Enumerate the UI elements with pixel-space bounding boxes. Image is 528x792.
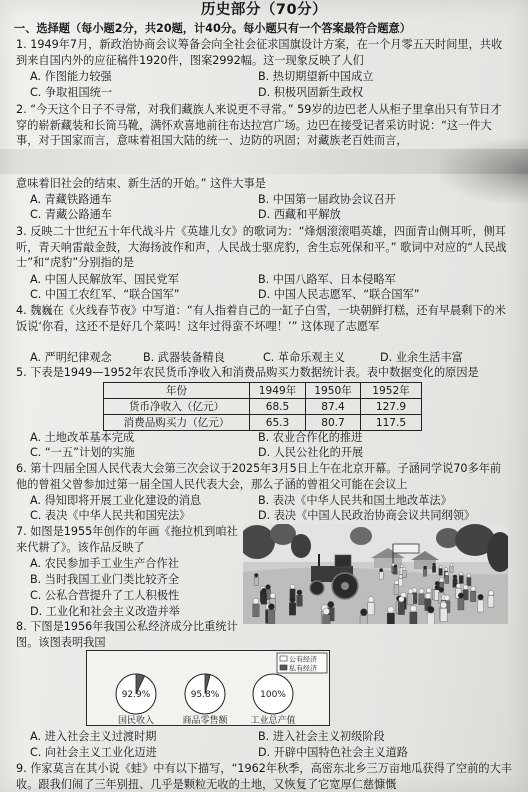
question-5-stem: 5. 下表是1949—1952年农民货币净收入和消费品购买力数据统计表。表中数据变化的原因是	[16, 366, 479, 379]
crowd-figure	[488, 591, 494, 608]
crowd-figure-head	[399, 575, 403, 579]
crowd-figure-head	[439, 587, 444, 592]
income-table	[103, 382, 422, 431]
question-3-option-a: A. 中国人民解放军、国民党军	[30, 273, 179, 286]
crowd-figure-head	[444, 595, 450, 601]
crowd-figure-head	[400, 565, 403, 568]
crowd-figure-head	[441, 602, 447, 608]
crowd-figure-body	[289, 603, 296, 615]
crowd-figure-body	[478, 600, 484, 612]
tractor-painting-image	[243, 524, 508, 624]
crowd-figure-body	[439, 569, 443, 576]
crowd-figure-head	[360, 609, 367, 616]
crowd-figure-head	[403, 567, 406, 570]
crowd-figure-body	[459, 576, 463, 584]
crowd-figure-body	[403, 570, 407, 577]
crowd-figure-head	[450, 563, 453, 566]
crowd-figure-head	[328, 601, 334, 607]
question-6-stem: 6. 第十四届全国人民代表大会第三次会议于2025年3月5日上午在北京开幕。子涵同学说70多年前他的曾祖父曾参加过第一届全国人民代表大会，那么子涵的曾祖父可能在会议上	[16, 462, 502, 491]
crowd-figure-head	[408, 589, 413, 594]
crowd-figure-head	[380, 568, 383, 571]
crowd-figure-head	[426, 588, 431, 593]
pie-category-label: 国民收入	[117, 716, 155, 725]
crowd-figure-body	[399, 578, 403, 586]
question-6-option-a: A. 得知即将开展工业化建设的消息	[30, 494, 202, 507]
crowd-figure	[470, 586, 476, 601]
table-cell: 消费品购买力（亿元）	[104, 415, 250, 431]
question-5-option-c: C. “一五”计划的实施	[30, 446, 135, 459]
painting-tree	[350, 527, 372, 545]
ownership-pie-figure	[86, 650, 330, 726]
table-header-row	[104, 383, 422, 399]
crowd-figure-head	[368, 597, 374, 603]
crowd-figure	[403, 567, 407, 577]
question-2-option-b: B. 中国第一届政协会议召开	[258, 193, 396, 206]
question-8-option-a: A. 进入社会主义过渡时期	[30, 730, 157, 743]
question-7-option-a: A. 农民参加手工业生产合作社	[30, 557, 179, 570]
crowd-figure-head	[425, 593, 430, 598]
crowd-figure-head	[488, 591, 493, 596]
crowd-figure-head	[456, 584, 461, 589]
question-4-option-d: D. 业余生活丰富	[380, 351, 463, 364]
crowd-figure	[445, 572, 449, 584]
crowd-figure	[268, 604, 275, 624]
legend-swatch-private	[280, 665, 287, 670]
legend-label-private: 私有经济	[289, 664, 317, 673]
crowd-figure-body	[387, 613, 394, 624]
crowd-figure-head	[253, 598, 259, 604]
crowd-figure-body	[379, 572, 383, 579]
crowd-figure	[440, 602, 447, 622]
crowd-figure-head	[394, 580, 398, 584]
crowd-figure	[427, 606, 434, 624]
crowd-figure-body	[394, 568, 397, 575]
painting-tractor-cabin	[335, 555, 351, 567]
crowd-figure-head	[460, 572, 464, 576]
question-8-stem: 8. 下图是1956年我国公私经济成分比重统计图。该图表明我国	[16, 620, 238, 649]
crowd-figure-body	[450, 566, 453, 572]
question-4-option-a: A. 严明纪律观念	[30, 351, 112, 364]
crowd-figure	[459, 572, 463, 584]
crowd-figure-body	[268, 610, 275, 624]
table-header-cell: 1949年	[250, 383, 306, 399]
crowd-figure-head	[254, 573, 258, 577]
table-cell: 68.5	[250, 399, 306, 415]
crowd-figure-head	[428, 606, 435, 613]
table-cell: 87.4	[306, 399, 361, 415]
table-cell: 65.3	[250, 415, 306, 431]
crowd-figure-head	[433, 563, 436, 566]
paper-fold-shadow	[440, 138, 528, 204]
crowd-figure-head	[419, 589, 424, 594]
question-8-option-d: D. 开辟中国特色社会主义道路	[258, 746, 408, 759]
question-1-option-b: B. 热切期望新中国成立	[258, 70, 374, 83]
crowd-figure-head	[453, 575, 457, 579]
crowd-figure-body	[445, 576, 449, 584]
question-6-option-d: D. 表决《中国人民政治协商会议共同纲领》	[258, 509, 476, 522]
pie-industrial-output	[253, 674, 293, 714]
crowd-figure	[253, 598, 260, 617]
question-5-option-d: D. 人民公社化的开展	[258, 446, 364, 459]
crowd-figure	[379, 568, 383, 579]
crowd-figure-body	[254, 577, 258, 585]
crowd-figure-head	[463, 585, 468, 590]
question-1-option-a: A. 作图能力较强	[30, 70, 112, 83]
crowd-figure	[419, 589, 425, 605]
crowd-figure-head	[266, 585, 271, 590]
crowd-figure-body	[427, 613, 434, 624]
table-cell: 80.7	[306, 415, 361, 431]
pie-charts-svg	[87, 651, 329, 725]
crowd-figure-body	[488, 596, 494, 607]
table-cell: 货币净收入（亿元）	[104, 399, 250, 415]
crowd-figure-head	[424, 566, 427, 569]
crowd-figure-head	[270, 593, 275, 598]
question-6-option-b: B. 表决《中华人民共和国土地改革法》	[258, 494, 452, 507]
pie-value-label: 92.9%	[121, 690, 151, 700]
crowd-figure	[261, 588, 267, 604]
table-cell: 117.5	[361, 415, 422, 431]
crowd-figure-body	[432, 566, 435, 572]
question-2-option-c: C. 青藏公路通车	[30, 208, 113, 221]
painting-wall	[374, 558, 402, 568]
question-1-option-c: C. 争取祖国统一	[30, 86, 113, 99]
question-6-option-c: C. 表决《中华人民共和国宪法》	[30, 509, 191, 522]
crowd-figure-head	[297, 590, 302, 595]
legend-swatch-public	[280, 656, 287, 661]
question-4-option-c: C. 革命乐观主义	[263, 351, 346, 364]
question-2-option-a: A. 青藏铁路通车	[30, 193, 112, 206]
crowd-figure-head	[458, 593, 463, 598]
question-2-stem: 2. “今天这个日子不寻常，对我们藏族人来说更不寻常。” 59岁的边巴老人从柜子里拿出只有节日才穿的崭新藏装和长筒马靴，满怀欢喜地前往布达拉宫广场。边巴在接受记者采访时说：“这一件大事，对于国家而言，意味着祖国大陆的统一、边防的巩固；对藏族老百姓而言，	[16, 103, 502, 147]
crowd-figure	[394, 565, 397, 575]
question-9-stem: 9. 作家莫言在其小说《蛙》中有以下描写，“1962年秋季，高密东北乡三万亩地瓜获得了空前的大丰收。跟我们闹了三年别扭、几乎是颗粒无收的土地，又恢复了它宽厚仁慈慷慨	[16, 762, 512, 791]
pie-legend	[277, 653, 327, 673]
question-1-option-d: D. 积极巩固新生政权	[258, 86, 364, 99]
question-2-option-d: D. 西藏和平解放	[258, 208, 341, 221]
crowd-figure	[439, 565, 443, 575]
question-7-option-b: B. 当时我国工业门类比较齐全	[30, 573, 180, 586]
crowd-figure-head	[290, 584, 295, 589]
question-4-option-b: B. 武器装备精良	[143, 351, 225, 364]
table-header-cell: 1952年	[361, 383, 422, 399]
crowd-figure-head	[444, 568, 447, 571]
section-header: 一、选择题（每小题2分，共20题，计40分。每小题只有一个答案最符合题意）	[14, 22, 411, 35]
crowd-figure-body	[410, 612, 417, 624]
crowd-figure	[387, 606, 394, 624]
crowd-figure-body	[360, 616, 368, 624]
crowd-figure-head	[261, 588, 266, 593]
crowd-figure-head	[478, 594, 484, 600]
crowd-figure-body	[323, 615, 331, 624]
crowd-figure-body	[467, 578, 471, 586]
crowd-figure-head	[410, 605, 416, 611]
crowd-figure-body	[368, 603, 375, 615]
question-1-stem: 1. 1949年7月，新政治协商会议筹备会向全社会征求国旗设计方案，在一个月零五天时间里，共收到来自国内外的应征稿件1920件，图案2992幅。这一现象反映了人们	[16, 38, 503, 67]
crowd-figure	[289, 597, 296, 615]
pie-category-label: 工业总产值	[250, 716, 296, 725]
question-7-option-c: C. 公私合营提升了工人积极性	[30, 589, 180, 602]
table-header-cell: 1950年	[306, 383, 361, 399]
page-title: 历史部分（70分）	[200, 2, 328, 18]
crowd-figure-body	[398, 602, 404, 614]
pie-category-label: 商品零售额	[182, 716, 228, 725]
crowd-figure-head	[268, 604, 274, 610]
crowd-figure	[463, 585, 468, 600]
crowd-figure-body	[408, 594, 414, 605]
crowd-figure	[478, 594, 484, 612]
crowd-figure-head	[467, 574, 471, 578]
crowd-figure-head	[435, 585, 440, 590]
crowd-figure-body	[470, 591, 476, 602]
crowd-figure	[297, 590, 303, 607]
crowd-figure	[408, 589, 414, 605]
pie-value-label: 100%	[260, 690, 286, 700]
question-8-option-c: C. 向社会主义工业化迈进	[30, 746, 157, 759]
question-5-option-b: B. 农业合作化的推进	[258, 431, 363, 444]
crowd-figure-body	[440, 608, 447, 621]
crowd-figure	[467, 574, 471, 586]
crowd-figure-body	[261, 593, 267, 604]
crowd-figure	[410, 605, 417, 624]
crowd-figure-body	[253, 604, 260, 617]
question-8-option-b: B. 进入社会主义初级阶段	[258, 730, 385, 743]
pie-retail-sales	[185, 674, 225, 714]
crowd-figure	[254, 573, 258, 585]
crowd-figure-body	[419, 594, 425, 605]
table-header-cell: 年份	[104, 383, 250, 399]
pie-national-income	[116, 674, 156, 714]
question-3-option-c: C. 中国工农红军、“联合国军”	[30, 288, 180, 301]
question-2-stem-continued: 意味着旧社会的结束、新生活的开始。” 这件大事是	[16, 177, 266, 190]
question-4-stem: 4. 魏巍在《火线春节夜》中写道：“有人指着自己的一缸子白雪，一块朝鲜打糕，还有早晨剩下的米饭说‘你看，这还不是好几个菜吗！这年过得蛮不坏哩！’” 这体现了志愿军	[16, 304, 506, 333]
crowd-figure	[458, 593, 464, 610]
pie-value-label: 95.8%	[190, 690, 220, 700]
crowd-figure	[423, 566, 427, 576]
crowd-figure	[368, 597, 375, 615]
table-row	[104, 415, 422, 431]
crowd-figure-head	[439, 578, 443, 582]
question-3-stem: 3. 反映二十世纪五十年代战斗片《英雄儿女》的歌词为：“烽烟滚滚唱英雄，四面青山侧耳听，侧耳听，青天响雷敲金鼓，大海扬波作和声，人民战士驱虎豹，舍生忘死保和平。” 歌词中对应的“人民战士”和“虎豹”分别指的是	[16, 225, 507, 269]
painting-banner-cloth	[393, 544, 419, 553]
crowd-figure-body	[297, 595, 303, 606]
crowd-figure-body	[458, 598, 464, 610]
crowd-figure	[450, 563, 453, 572]
crowd-figure-head	[471, 586, 476, 591]
painting-tractor-front-wheel	[310, 581, 324, 595]
question-3-option-b: B. 中国八路军、日本侵略军	[258, 273, 396, 286]
crowd-figure	[394, 580, 399, 594]
crowd-figure-head	[399, 596, 405, 602]
crowd-figure-head	[388, 606, 395, 613]
crowd-figure-body	[394, 585, 399, 595]
question-7-option-d: D. 工业化和社会主义改造并举	[30, 605, 180, 618]
crowd-figure-head	[445, 572, 449, 576]
painting-tractor-hub	[341, 582, 349, 590]
table-row	[104, 399, 422, 415]
crowd-figure-head	[323, 608, 330, 615]
painting-tree	[291, 534, 311, 558]
legend-label-public: 公有经济	[289, 655, 317, 664]
crowd-figure	[323, 608, 331, 624]
question-5-option-a: A. 土地改革基本完成	[30, 431, 135, 444]
question-7-stem: 7. 如图是1955年创作的年画《拖拉机到咱社来代耕了》。该作品反映了	[16, 525, 238, 554]
table-cell: 127.9	[361, 399, 422, 415]
crowd-figure	[399, 575, 403, 587]
question-3-option-d: D. 中国人民志愿军、“联合国军”	[258, 288, 420, 301]
crowd-figure	[398, 596, 404, 614]
crowd-figure-head	[394, 565, 397, 568]
crowd-figure	[432, 563, 435, 572]
crowd-figure-head	[439, 565, 442, 568]
crowd-figure-head	[290, 597, 296, 603]
crowd-figure-body	[423, 569, 427, 576]
crowd-figure	[360, 609, 368, 624]
